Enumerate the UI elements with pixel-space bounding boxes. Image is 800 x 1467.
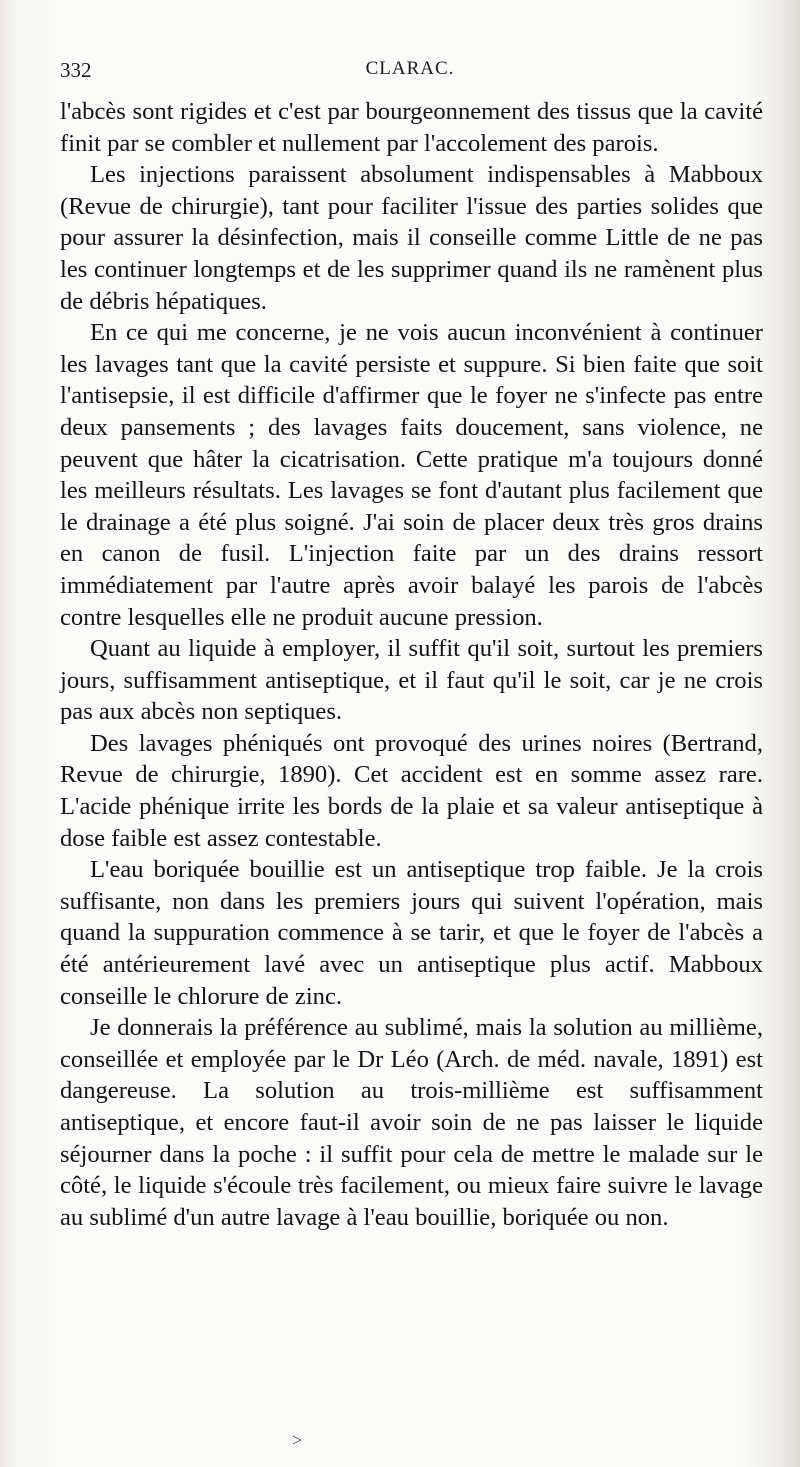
- paragraph-4: Quant au liquide à employer, il suffit qu'il soit, surtout les premiers jours, suffisamment antiseptique, et il faut qu'il le soit, car je ne crois pas aux abcès non septiques.: [60, 635, 763, 726]
- paragraph-1: l'abcès sont rigides et c'est par bourgeonnement des tissus que la cavité finit par se combler et nullement par l'accolement des parois.: [60, 98, 763, 157]
- running-head: CLARAC.: [365, 58, 455, 79]
- paragraph-3: En ce qui me concerne, je ne vois aucun inconvénient à continuer les lavages tant que la cavité persiste et suppure. Si bien faite que soit l'antisepsie, il est difficile d'affirmer que le foyer ne s'infecte pas entre deux pansements ; des lavages faits doucement, sans violence, ne peuvent que hâter la cicatrisation. Cette pratique m'a toujours donné les meilleurs résultats. Les lavages se font d'autant plus facilement que le drainage a été plus soigné. J'ai soin de placer deux très gros drains en canon de fusil. L'injection faite par un des drains ressort immédiatement par l'autre après avoir balayé les parois de l'abcès contre lesquelles elle ne produit aucune pression.: [60, 319, 763, 631]
- body-text: [60, 96, 763, 1233]
- footer-mark: >: [292, 1430, 303, 1450]
- page-header: [60, 58, 760, 88]
- paragraph-7: Je donnerais la préférence au sublimé, mais la solution au millième, conseillée et employée par le Dr Léo (Arch. de méd. navale, 1891) est dangereuse. La solution au trois-millième est suffisamment antiseptique, et encore faut-il avoir soin de ne pas laisser le liquide séjourner dans la poche : il suffit pour cela de mettre le malade sur le côté, le liquide s'écoule très facilement, ou mieux faire suivre le lavage au sublimé d'un autre lavage à l'eau bouillie, boriquée ou non.: [60, 1014, 763, 1231]
- paragraph-2: Les injections paraissent absolument indispensables à Mabboux (Revue de chirurgie), tant pour faciliter l'issue des parties solides que pour assurer la désinfection, mais il conseille comme Little de ne pas les continuer longtemps et de les supprimer quand ils ne ramènent plus de débris hépatiques.: [60, 161, 763, 315]
- paragraph-5: Des lavages phéniqués ont provoqué des urines noires (Bertrand, Revue de chirurgie, 1890). Cet accident est en somme assez rare. L'acide phénique irrite les bords de la plaie et sa valeur antiseptique à dose faible est assez contestable.: [60, 729, 763, 852]
- page-number: 332: [60, 58, 92, 82]
- paragraph-6: L'eau boriquée bouillie est un antiseptique trop faible. Je la crois suffisante, non dans les premiers jours qui suivent l'opération, mais quand la suppuration commence à se tarir, et que le foyer de l'abcès a été antérieurement lavé avec un antiseptique plus actif. Mabboux conseille le chlorure de zinc.: [60, 856, 763, 1010]
